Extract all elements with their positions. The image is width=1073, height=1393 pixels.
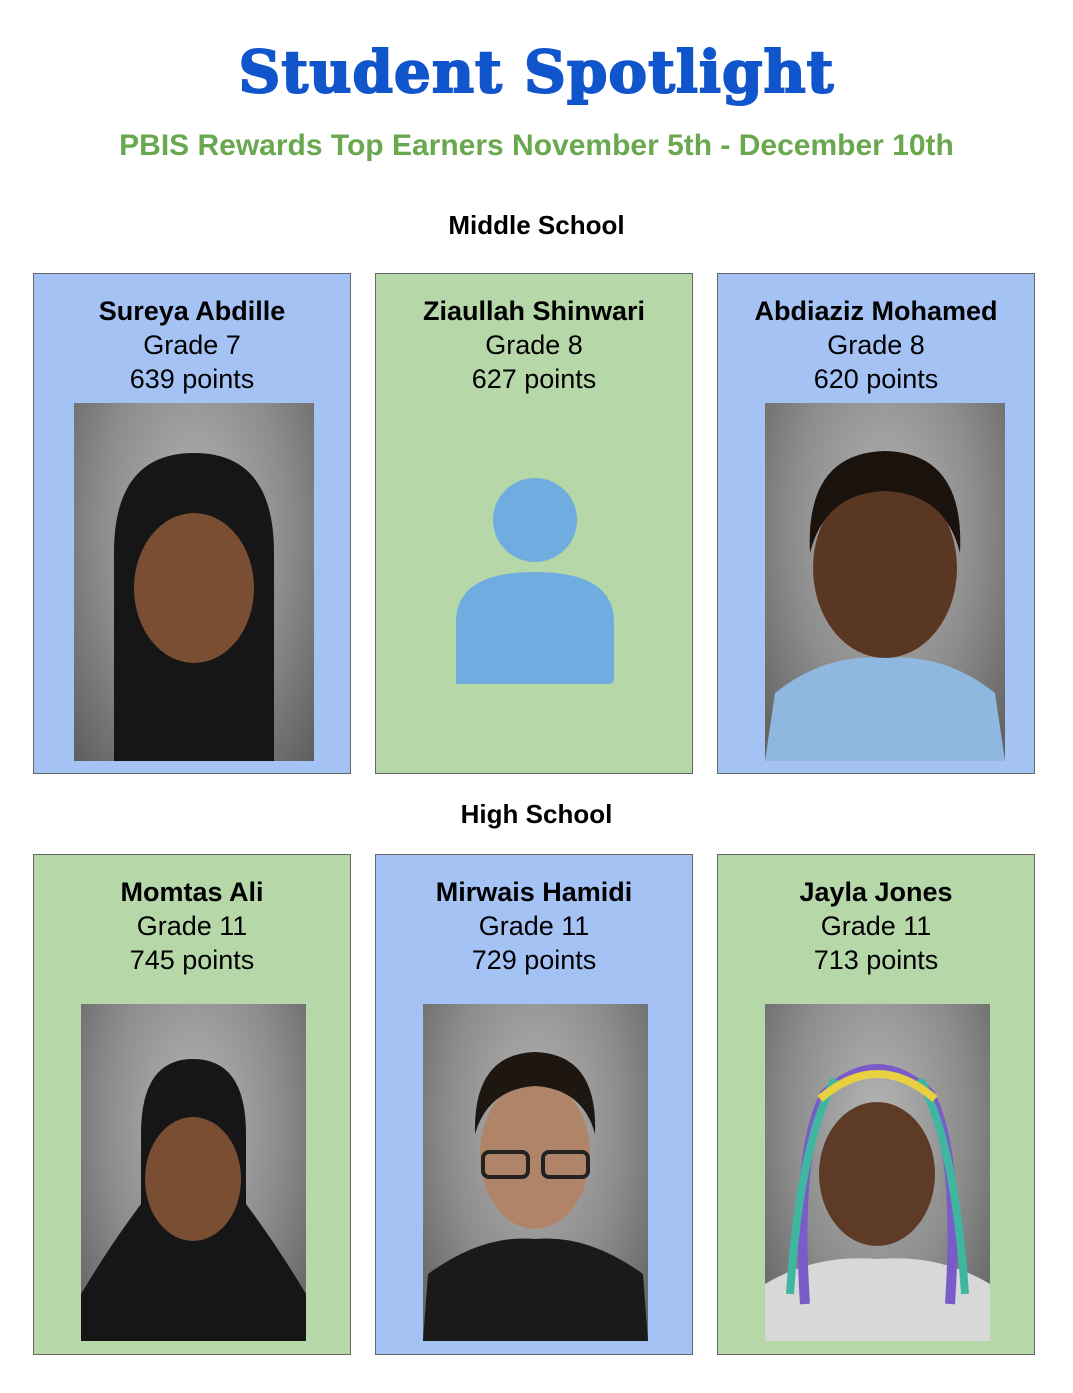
student-card [717, 854, 1035, 1355]
student-grade: Grade 8 [485, 330, 583, 360]
student-card [375, 854, 693, 1355]
student-grade: Grade 7 [143, 330, 241, 360]
student-points: 639 points [129, 364, 255, 394]
student-photo [423, 1004, 648, 1341]
student-name: Ziaullah Shinwari [422, 296, 646, 326]
student-name: Mirwais Hamidi [435, 877, 633, 907]
student-grade: Grade 11 [820, 911, 932, 941]
student-points: 729 points [471, 945, 597, 975]
student-grade: Grade 11 [478, 911, 590, 941]
section-heading-middle-school: Middle School [448, 210, 625, 240]
student-points: 745 points [129, 945, 255, 975]
page-subtitle: PBIS Rewards Top Earners November 5th - December 10th [119, 129, 954, 162]
student-name: Momtas Ali [120, 877, 264, 907]
student-points: 620 points [813, 364, 939, 394]
student-card [33, 854, 351, 1355]
student-photo [74, 403, 314, 761]
student-points: 627 points [471, 364, 597, 394]
student-name: Jayla Jones [799, 877, 953, 907]
student-name: Sureya Abdille [98, 296, 286, 326]
student-card [717, 273, 1035, 774]
person-placeholder-icon [456, 472, 614, 684]
student-name: Abdiaziz Mohamed [754, 296, 998, 326]
page-title: Student Spotlight [238, 38, 835, 106]
student-card [375, 273, 693, 774]
student-grade: Grade 11 [136, 911, 248, 941]
student-grade: Grade 8 [827, 330, 925, 360]
student-points: 713 points [813, 945, 939, 975]
section-heading-high-school: High School [460, 799, 613, 829]
student-photo [765, 1004, 990, 1341]
student-card [33, 273, 351, 774]
student-photo [765, 403, 1005, 761]
student-photo [81, 1004, 306, 1341]
